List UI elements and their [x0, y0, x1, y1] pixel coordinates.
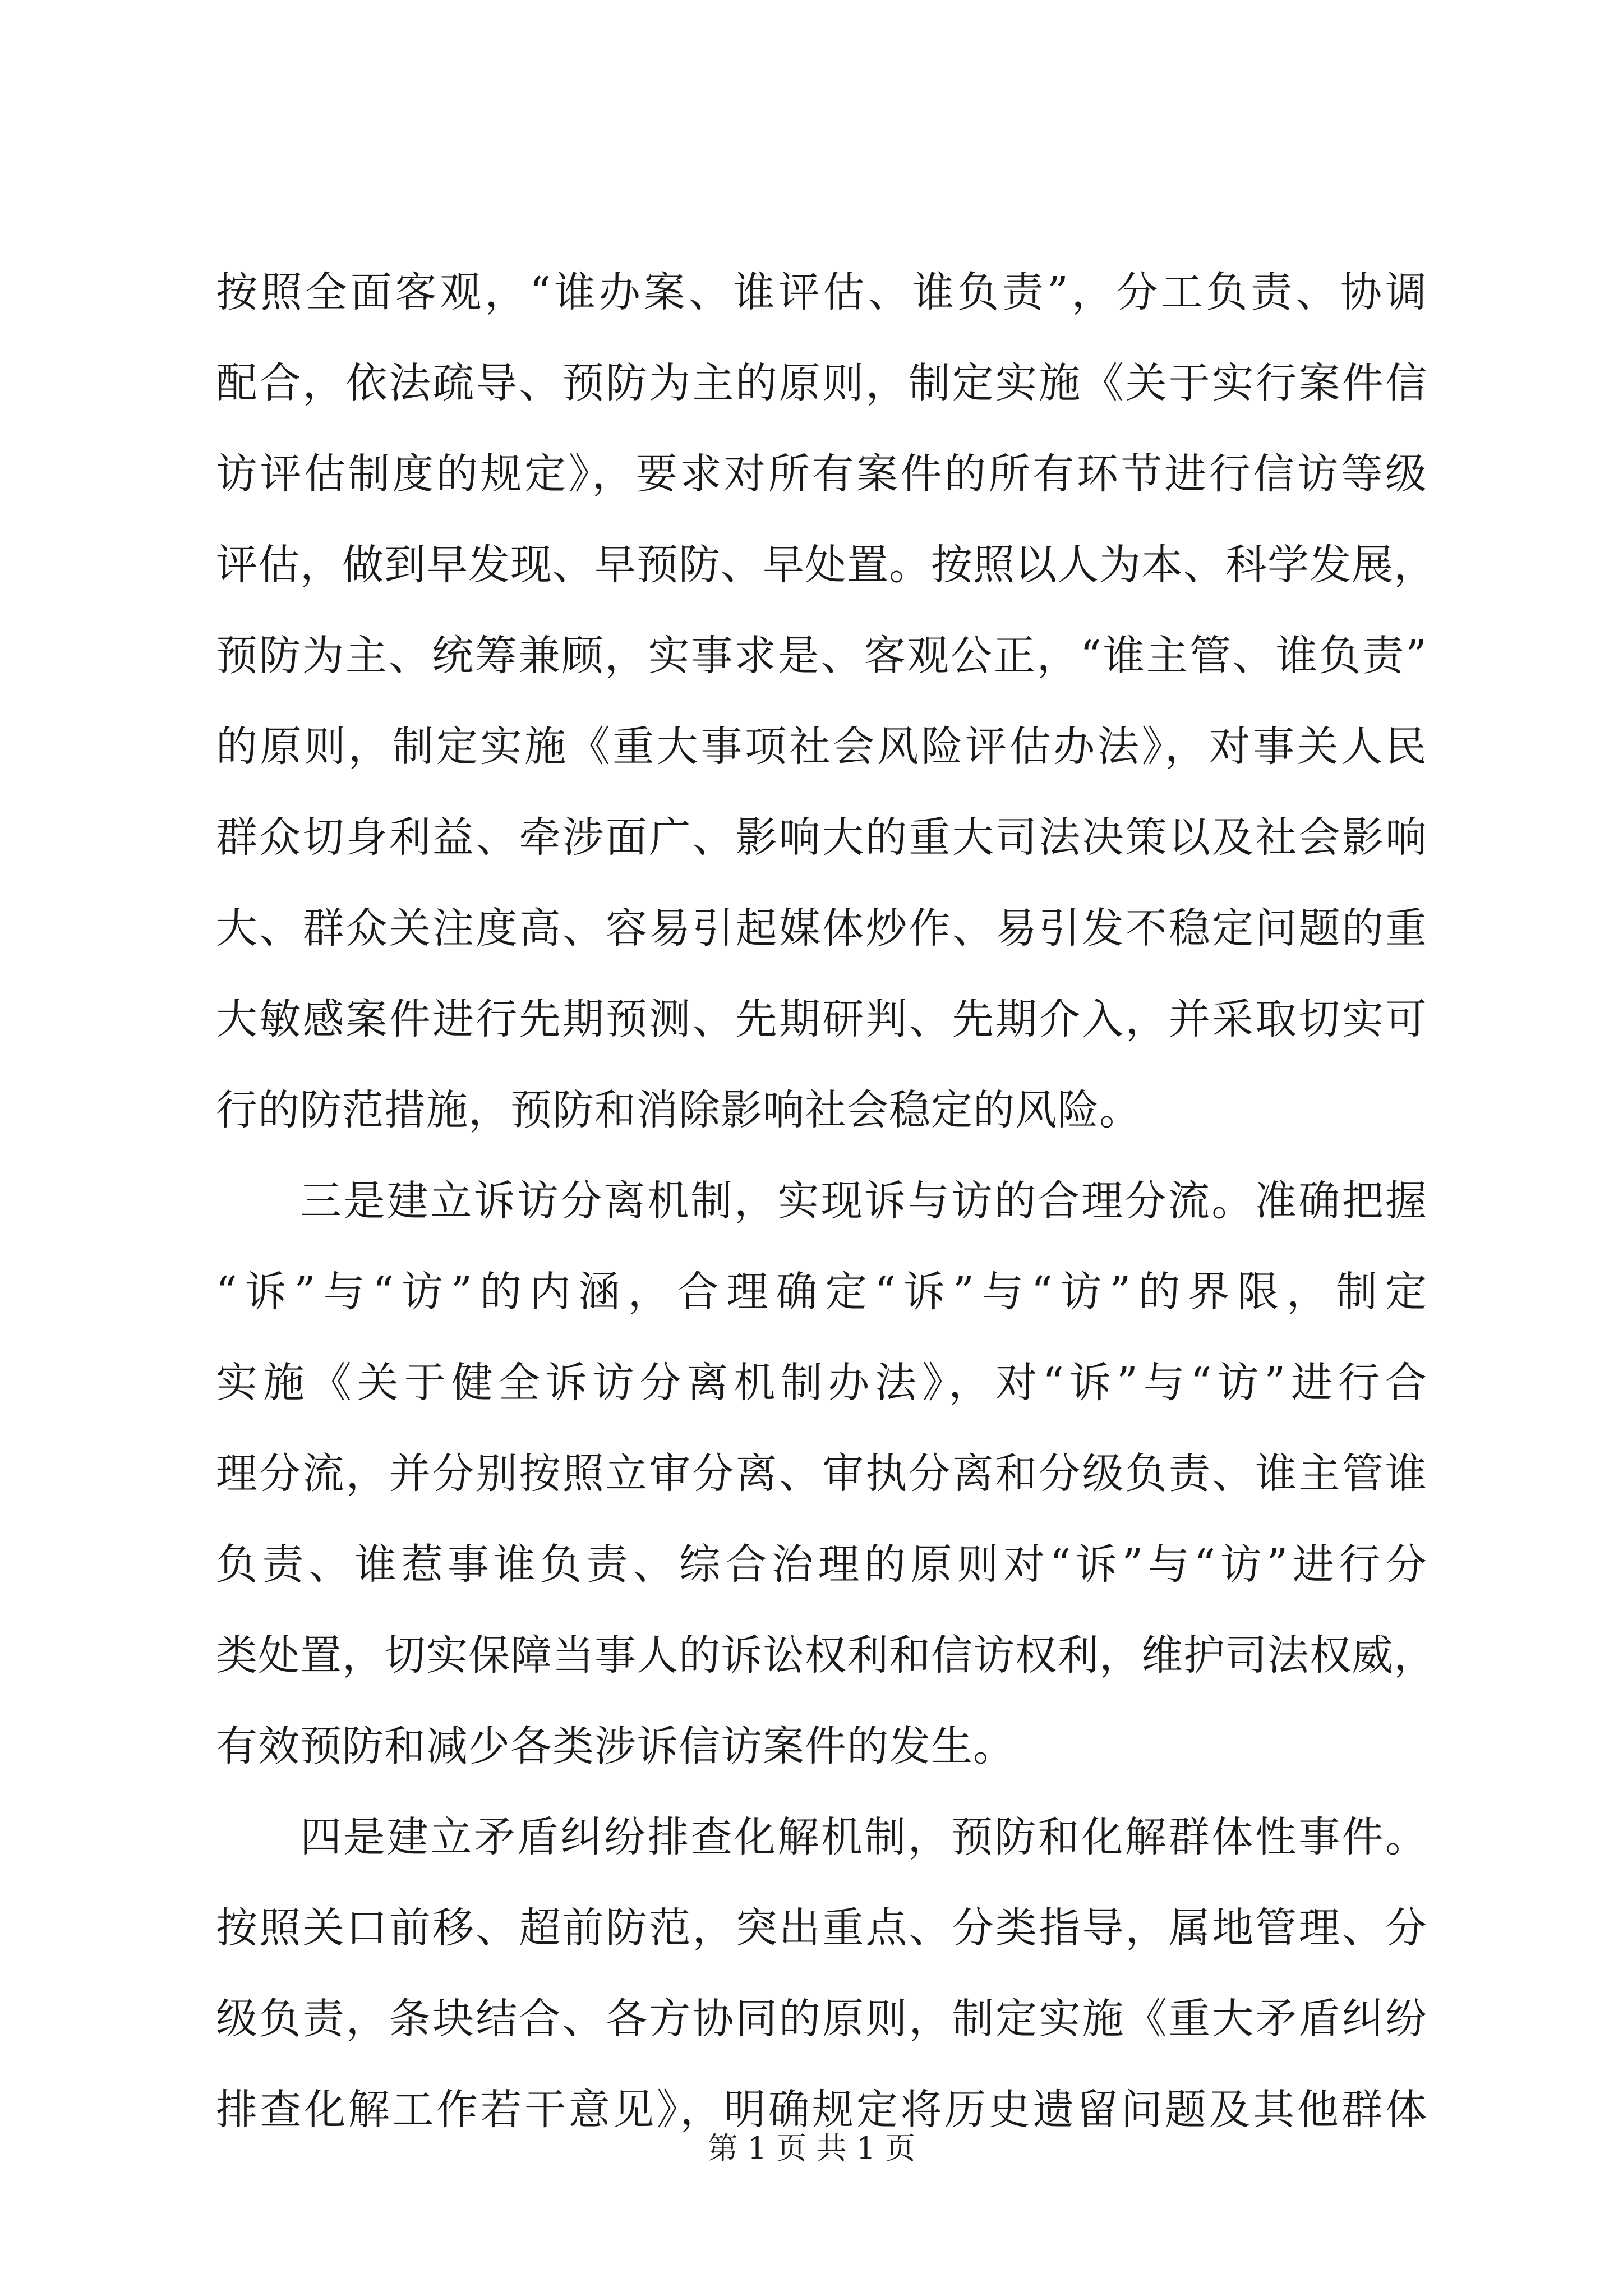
text-line: 有效预防和减少各类涉诉信访案件的发生。: [216, 1722, 1015, 1770]
text-line: 排查化解工作若干意见》，明确规定将历史遗留问题及其他群体: [216, 2086, 1427, 2134]
text-line: 评估，做到早发现、早预防、早处置。按照以人为本、科学发展，: [216, 541, 1436, 589]
text-line: 按照关口前移、超前防范，突出重点、分类指导，属地管理、分: [216, 1904, 1427, 1952]
text-line: 行的防范措施，预防和消除影响社会稳定的风险。: [216, 1086, 1141, 1134]
text-line: 四是建立矛盾纠纷排查化解机制，预防和化解群体性事件。: [300, 1813, 1427, 1861]
page-footer: 第 1 页 共 1 页: [707, 2131, 916, 2166]
text-line: 级负责，条块结合、各方协同的原则，制定实施《重大矛盾纠纷: [216, 1995, 1427, 2043]
text-line: 负责、谁惹事谁负责、综合治理的原则对“诉”与“访”进行分: [216, 1540, 1427, 1589]
text-line: 理分流，并分别按照立审分离、审执分离和分级负责、谁主管谁: [216, 1450, 1427, 1498]
text-line: “诉”与“访”的内涵，合理确定“诉”与“访”的界限，制定: [216, 1268, 1427, 1316]
text-line: 群众切身利益、牵涉面广、影响大的重大司法决策以及社会影响: [216, 813, 1427, 862]
text-line: 实施《关于健全诉访分离机制办法》，对“诉”与“访”进行合: [216, 1359, 1427, 1407]
text-line: 按照全面客观，“谁办案、谁评估、谁负责”，分工负责、协调: [216, 268, 1427, 316]
document-body: [216, 247, 1436, 2155]
text-line: 三是建立诉访分离机制，实现诉与访的合理分流。准确把握: [300, 1177, 1427, 1225]
text-line: 预防为主、统筹兼顾，实事求是、客观公正，“谁主管、谁负责”: [216, 632, 1427, 680]
text-line: 类处置，切实保障当事人的诉讼权利和信访权利，维护司法权威，: [216, 1631, 1436, 1680]
text-line: 的原则，制定实施《重大事项社会风险评估办法》，对事关人民: [216, 723, 1427, 771]
text-line: 访评估制度的规定》，要求对所有案件的所有环节进行信访等级: [216, 450, 1427, 498]
text-line: 配合，依法疏导、预防为主的原则，制定实施《关于实行案件信: [216, 359, 1427, 407]
text-line: 大、群众关注度高、容易引起媒体炒作、易引发不稳定问题的重: [216, 904, 1427, 953]
text-line: 大敏感案件进行先期预测、先期研判、先期介入，并采取切实可: [216, 995, 1427, 1043]
